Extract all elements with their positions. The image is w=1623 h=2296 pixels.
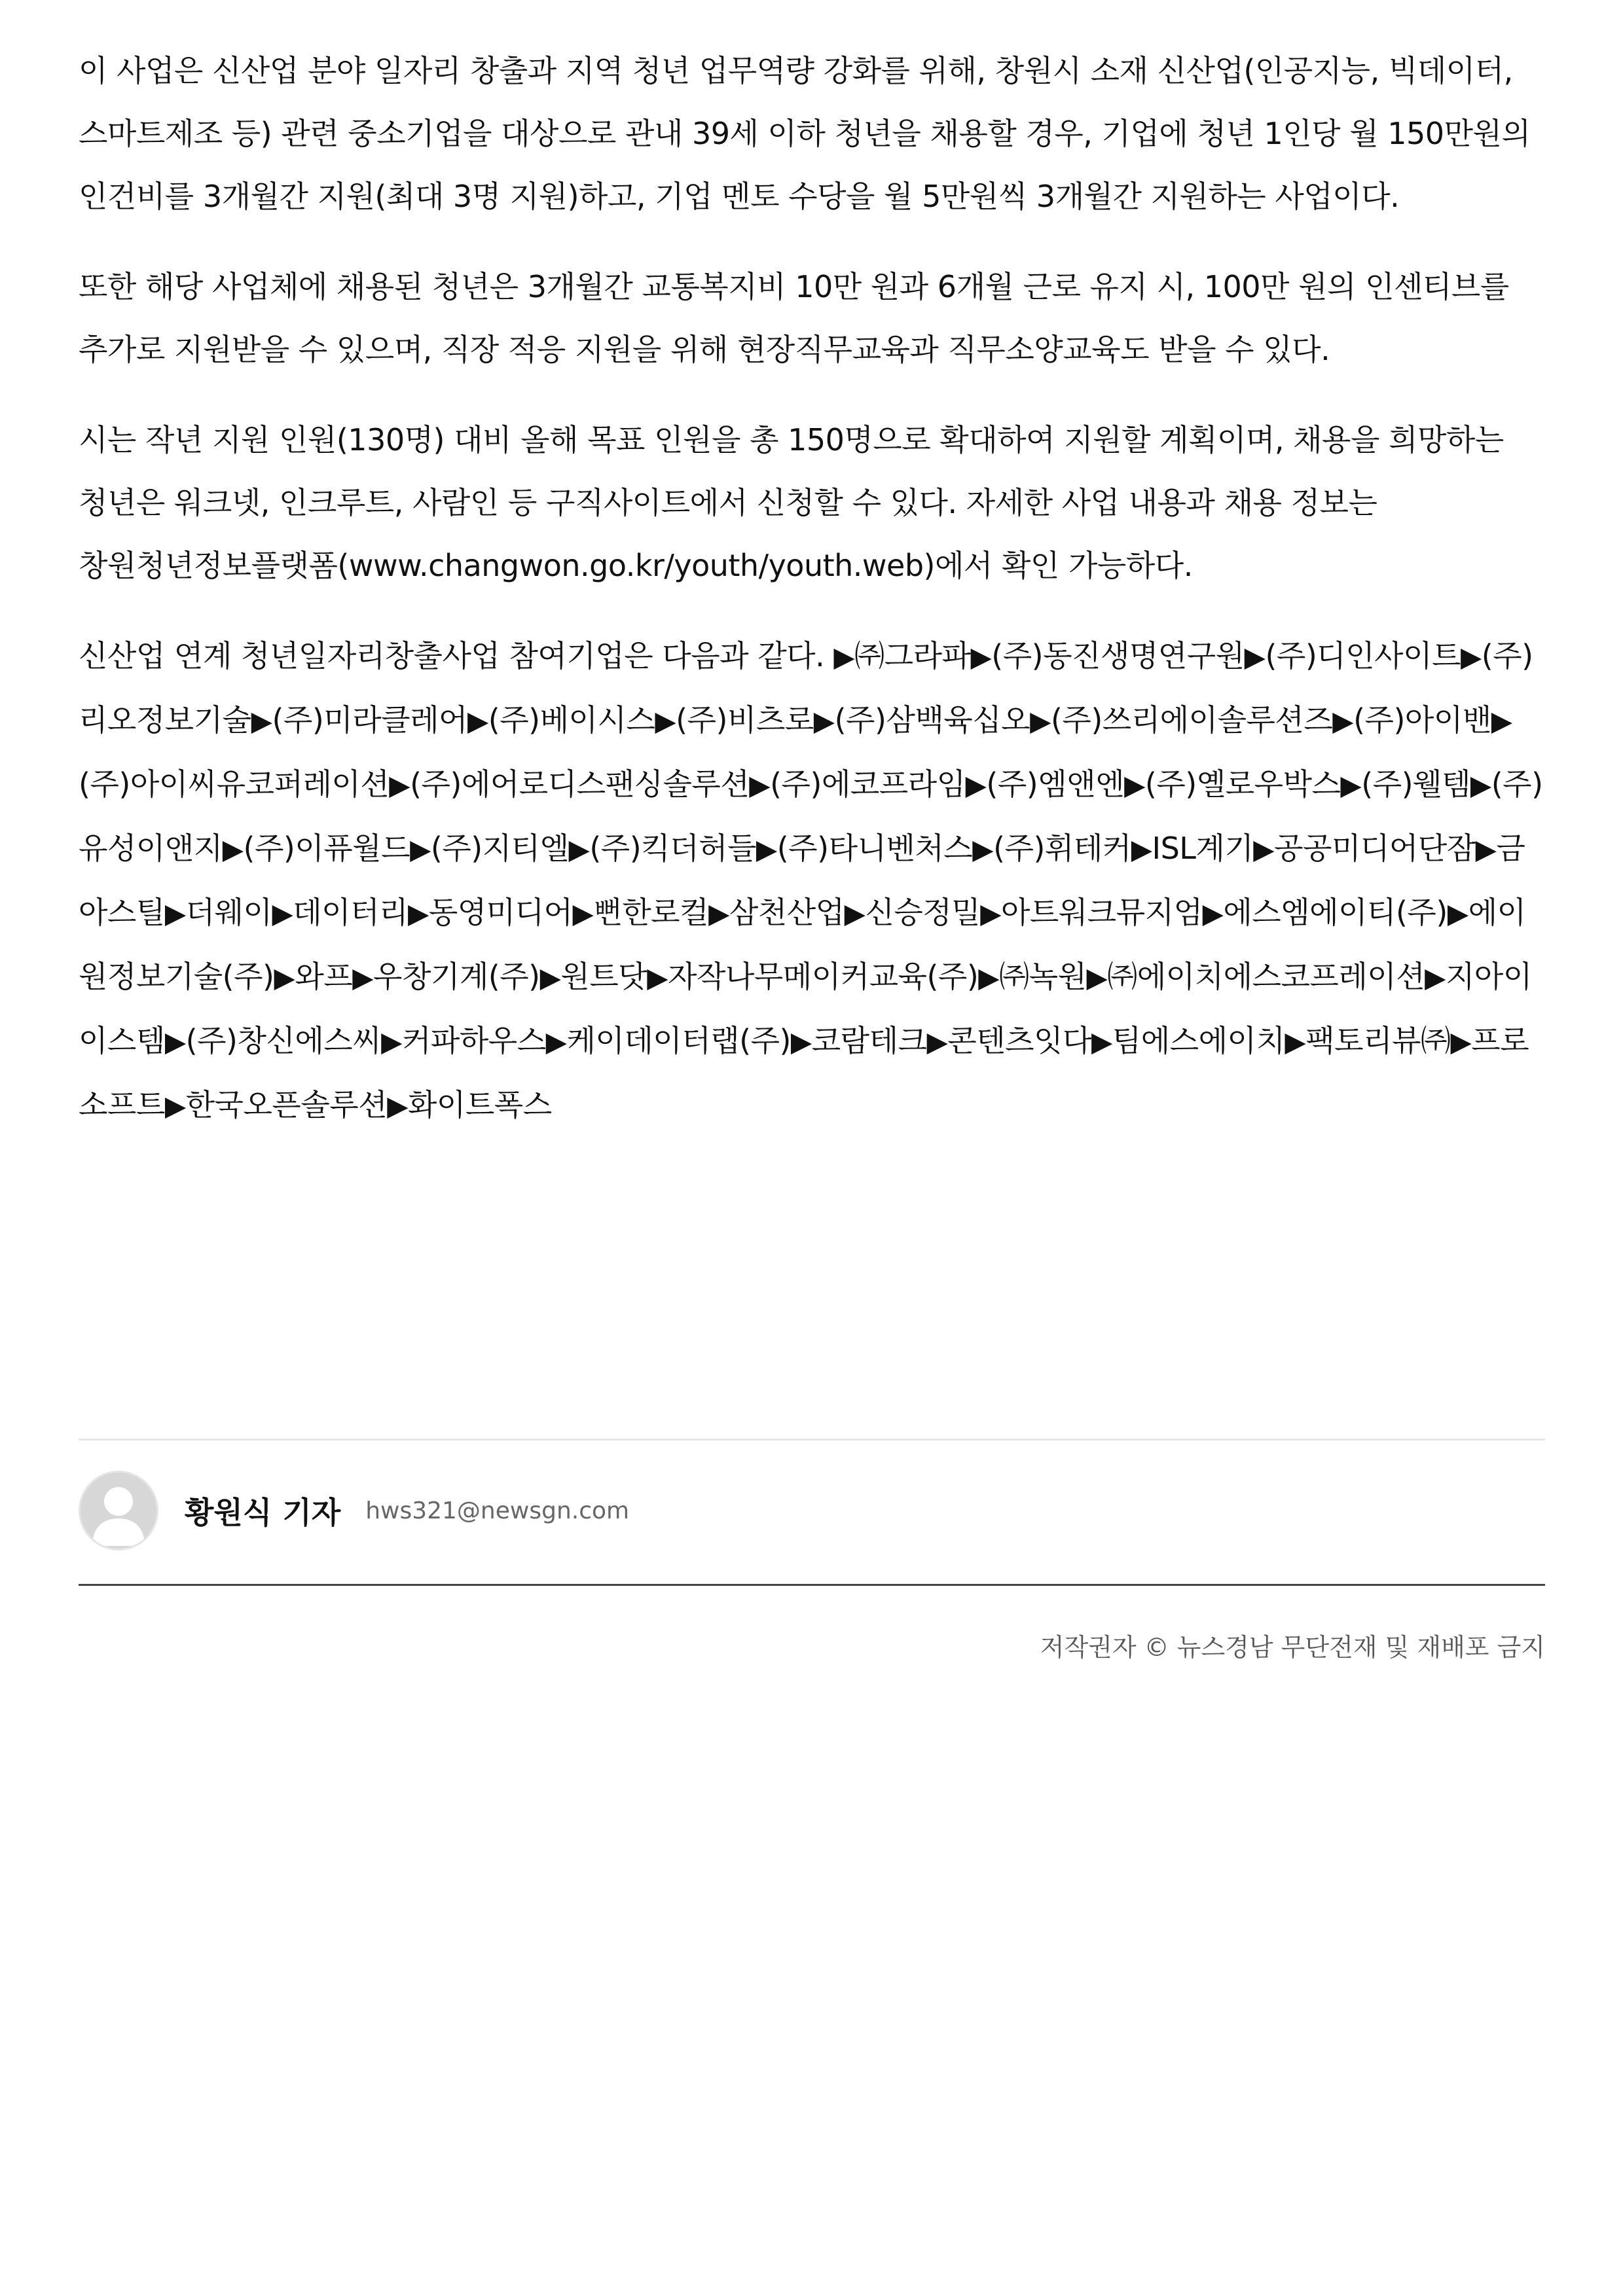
list-arrow-icon: ▶ (1475, 833, 1497, 865)
company-name: 신승정밀 (865, 895, 981, 930)
list-arrow-icon: ▶ (1332, 705, 1354, 737)
list-arrow-icon: ▶ (274, 961, 295, 994)
company-name: (주)리오정보기술 (79, 638, 1533, 738)
list-arrow-icon: ▶ (1202, 897, 1224, 929)
company-name: 와프 (295, 959, 353, 994)
company-name: (주)창신에스씨 (185, 1023, 382, 1058)
company-name: 콘텐츠잇다 (947, 1023, 1091, 1058)
company-name: (주)삼백육십오 (834, 702, 1030, 738)
company-name: 원트닷 (560, 959, 647, 994)
company-name: 더웨이 (185, 895, 272, 930)
company-name: ISL계기 (1152, 831, 1254, 866)
company-name: 자작나무메이커교육(주) (668, 959, 979, 994)
list-arrow-icon: ▶ (647, 961, 668, 994)
list-arrow-icon: ▶ (1253, 833, 1275, 865)
company-list (79, 638, 1543, 1122)
company-name: 삼천산업 (729, 895, 845, 930)
copyright-notice: 저작권자 © 뉴스경남 무단전재 및 재배포 금지 (1040, 1633, 1545, 1662)
list-arrow-icon: ▶ (1491, 705, 1512, 737)
company-name: (주)킥더허들 (589, 831, 756, 866)
list-arrow-icon: ▶ (844, 897, 866, 929)
article-paragraph-2: 또한 해당 사업체에 채용된 청년은 3개월간 교통복지비 10만 원과 6개월 근로 유지 시, 100만 원의 인센티브를 추가로 지원받을 수 있으며, 직장 적응 지원을 위해 현장직무교육과 직무소양교육도 받을 수 있다. (79, 269, 1509, 367)
company-name: (주)이퓨월드 (243, 831, 410, 866)
reporter-email[interactable]: hws321@newsgn.com (365, 1497, 630, 1524)
list-arrow-icon: ▶ (833, 641, 855, 673)
company-name: (주)엠앤엔 (986, 766, 1125, 802)
list-arrow-icon: ▶ (980, 897, 1001, 929)
list-arrow-icon: ▶ (352, 961, 374, 994)
company-name: 지아이이스템 (79, 959, 1532, 1058)
list-arrow-icon: ▶ (1086, 961, 1108, 994)
company-name: 에이원정보기술(주) (79, 895, 1526, 994)
user-silhouette-icon (79, 1471, 158, 1551)
company-name: 아트워크뮤지엄 (1001, 895, 1203, 930)
participating-companies-paragraph (79, 624, 1545, 1138)
company-name: ㈜녹원 (999, 959, 1087, 994)
company-name: 커파하우스 (401, 1023, 546, 1058)
byline-top-divider (79, 1439, 1545, 1441)
company-name: (주)아이씨유코퍼레이션 (79, 766, 390, 802)
list-arrow-icon: ▶ (539, 961, 561, 994)
company-name: 한국오픈솔루션 (185, 1087, 388, 1122)
list-arrow-icon: ▶ (410, 833, 431, 865)
list-arrow-icon: ▶ (1460, 641, 1482, 673)
list-arrow-icon: ▶ (1340, 769, 1362, 801)
list-arrow-icon: ▶ (970, 641, 992, 673)
list-arrow-icon: ▶ (1030, 705, 1051, 737)
list-arrow-icon: ▶ (1450, 1026, 1472, 1058)
list-arrow-icon: ▶ (1470, 769, 1491, 801)
company-name: 금아스틸 (79, 831, 1525, 930)
byline (79, 1470, 1545, 1551)
company-name: 우창기계(주) (373, 959, 540, 994)
list-arrow-icon: ▶ (408, 897, 429, 929)
company-name: 뻔한로컬 (593, 895, 709, 930)
company-name: 화이트폭스 (408, 1087, 552, 1122)
list-arrow-icon: ▶ (164, 1026, 186, 1058)
list-arrow-icon: ▶ (1131, 833, 1152, 865)
list-arrow-icon: ▶ (1425, 961, 1446, 994)
list-arrow-icon: ▶ (222, 833, 244, 865)
list-arrow-icon: ▶ (749, 769, 771, 801)
list-arrow-icon: ▶ (164, 897, 186, 929)
company-name: 코람테크 (811, 1023, 927, 1058)
article-paragraph-3: 시는 작년 지원 인원(130명) 대비 올해 목표 인원을 총 150명으로 확대하여 지원할 계획이며, 채용을 희망하는 청년은 워크넷, 인크루트, 사람인 등 구직사이트에서 신청할 수 있다. 자세한 사업 내용과 채용 정보는 창원청년정보플랫폼(www.changwon.go.kr/youth/youth.web)에서 확인 가능하다. (79, 422, 1504, 583)
article-body (79, 39, 1545, 1138)
article-paragraph-1: 이 사업은 신산업 분야 일자리 창출과 지역 청년 업무역량 강화를 위해, 창원시 소재 신산업(인공지능, 빅데이터, 스마트제조 등) 관련 중소기업을 대상으로 관내 39세 이하 청년을 채용할 경우, 기업에 청년 1인당 월 150만원의 인건비를 3개월간 지원(최대 3명 지원)하고, 기업 멘토 수당을 월 5만원씩 3개월간 지원하는 사업이다. (79, 53, 1531, 214)
company-name: ㈜그라파 (854, 638, 971, 673)
list-arrow-icon: ▶ (572, 897, 594, 929)
company-name: 팩토리뷰㈜ (1305, 1023, 1451, 1058)
companies-intro: 신산업 연계 청년일자리창출사업 참여기업은 다음과 같다. (79, 638, 825, 673)
company-name: (주)베이시스 (488, 702, 655, 738)
company-name: (주)동진생명연구원 (991, 638, 1245, 673)
list-arrow-icon: ▶ (790, 1026, 812, 1058)
footer-divider (79, 1584, 1545, 1586)
list-arrow-icon: ▶ (381, 1026, 402, 1058)
company-name: 동영미디어 (428, 895, 573, 930)
company-name: (주)디인사이트 (1265, 638, 1461, 673)
company-name: ㈜에이치에스코프레이션 (1107, 959, 1425, 994)
list-arrow-icon: ▶ (1124, 769, 1145, 801)
company-name: (주)아이밴 (1353, 702, 1491, 738)
list-arrow-icon: ▶ (1244, 641, 1266, 673)
company-name: (주)유성이앤지 (79, 766, 1543, 866)
company-name: (주)웰템 (1361, 766, 1470, 802)
company-name: (주)옐로우박스 (1144, 766, 1341, 802)
list-arrow-icon: ▶ (756, 833, 777, 865)
list-arrow-icon: ▶ (251, 705, 272, 737)
company-name: 팀에스에이치 (1112, 1023, 1285, 1058)
company-name: (주)휘테커 (993, 831, 1131, 866)
company-name: 데이터리 (293, 895, 408, 930)
list-arrow-icon: ▶ (387, 1090, 408, 1122)
company-name: 케이데이터랩(주) (566, 1023, 791, 1058)
company-name: (주)에어로디스팬싱솔루션 (410, 766, 750, 802)
list-arrow-icon: ▶ (965, 769, 987, 801)
list-arrow-icon: ▶ (545, 1026, 567, 1058)
company-name: (주)에코프라임 (770, 766, 966, 802)
list-arrow-icon: ▶ (972, 833, 994, 865)
company-name: 공공미디어단잠 (1274, 831, 1476, 866)
company-name: (주)쓰리에이솔루션즈 (1050, 702, 1333, 738)
list-arrow-icon: ▶ (1447, 897, 1468, 929)
list-arrow-icon: ▶ (978, 961, 1000, 994)
list-arrow-icon: ▶ (568, 833, 590, 865)
list-arrow-icon: ▶ (926, 1026, 948, 1058)
company-name: 에스엠에이티(주) (1223, 895, 1448, 930)
list-arrow-icon: ▶ (389, 769, 410, 801)
company-name: (주)타니벤처스 (776, 831, 973, 866)
company-name: (주)미라클레어 (272, 702, 467, 738)
list-arrow-icon: ▶ (467, 705, 488, 737)
company-name: (주)지티엘 (430, 831, 569, 866)
list-arrow-icon: ▶ (272, 897, 293, 929)
list-arrow-icon: ▶ (813, 705, 835, 737)
company-name: 프로소프트 (79, 1023, 1529, 1122)
company-name: (주)비츠로 (676, 702, 814, 738)
reporter-name[interactable]: 황원식 기자 (185, 1495, 341, 1530)
list-arrow-icon: ▶ (1285, 1026, 1306, 1058)
list-arrow-icon: ▶ (708, 897, 729, 929)
list-arrow-icon: ▶ (655, 705, 676, 737)
list-arrow-icon: ▶ (164, 1090, 186, 1122)
list-arrow-icon: ▶ (1091, 1026, 1112, 1058)
